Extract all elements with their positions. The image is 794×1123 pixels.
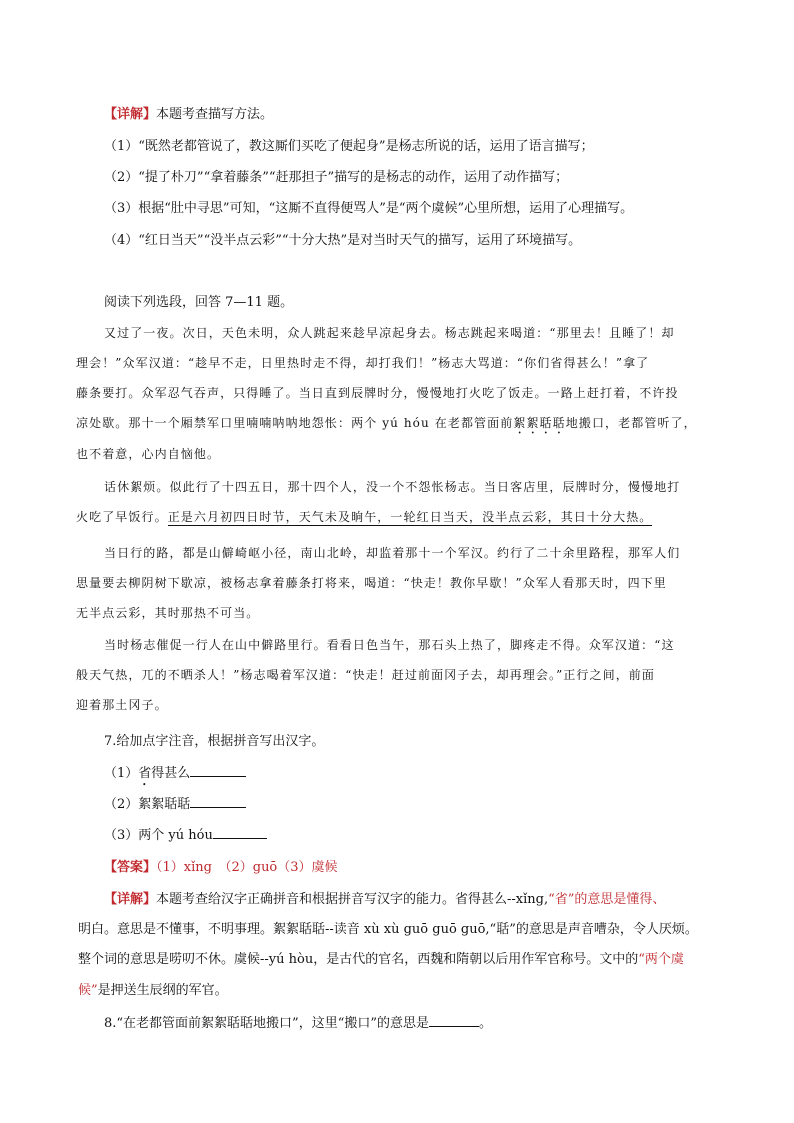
underlined-sentence: 正是六月初四日时节，天气未及晌午，一轮红日当天，没半点云彩，其日十分大热。 [167, 510, 653, 524]
answer-blank[interactable] [190, 764, 246, 777]
passage-p2-line1: 话休絮烦。似此行了十四五日，那十四个人，没一个不怨怅杨志。当日客店里，辰牌时分，慢慢地打 [104, 480, 681, 494]
question-7-sub1 [104, 762, 246, 789]
pinyin-yuhou: yú hóu [382, 416, 430, 430]
sub-text: 得甚么 [151, 766, 191, 781]
passage-p1-line4 [76, 414, 697, 437]
detail-line [104, 103, 273, 122]
passage-text: 凉处歇。那十一个厢禁军口里喃喃呐呐地怨怅：两个 [76, 416, 383, 430]
passage-text: 地搬口，老都管听了， [565, 416, 697, 430]
detail-highlight: “省”的意思是懂得、 [548, 892, 666, 907]
detail-text: 整个词的意思是唠叨不休。虞候--yú hòu，是古代的官名，西魏和隋朝以后用作军官称号。文中的 [78, 952, 639, 967]
passage-text: 火吃了早饭行。 [76, 510, 168, 524]
answer-blank[interactable] [429, 1014, 479, 1027]
answer-blank[interactable] [213, 826, 267, 839]
sub-prefix: （1） [104, 766, 139, 781]
q7-detail-line2: 明白。意思是不懂事，不明事理。絮絮聒聒--读音 xù xù guō guō guō,“聒”的意思是声音嘈杂，令人厌烦。 [78, 922, 698, 937]
answer-blank[interactable] [190, 795, 246, 808]
sub-text: （2）絮絮聒聒 [104, 797, 191, 812]
detail-item-4: （4）“红日当天”“没半点云彩”“十分大热”是对当时天气的描写，运用了环境描写。 [104, 233, 582, 248]
q7-detail-line1 [104, 888, 665, 907]
detail-tag: 【详解】 [104, 107, 157, 122]
answer-line [104, 856, 338, 875]
passage-p1-line1: 又过了一夜。次日，天色未明，众人跳起来趁早凉起身去。杨志跳起来喝道：“那里去！且睡了！却 [104, 326, 675, 340]
reading-header: 阅读下列选段，回答 7—11 题。 [104, 295, 294, 310]
question-8-title: 8.“在老都管面前絮絮聒聒地搬口”，这里“搬口”的意思是 [104, 1016, 429, 1031]
answer-body: （1）xǐng （2）guō（3）虞候 [156, 860, 338, 875]
question-7-sub3 [104, 824, 267, 843]
passage-p3-line2: 思量要去柳阴树下歇凉，被杨志拿着藤条打将来，喝道：“快走！教你早歇！”众军人看那天时，四下里 [76, 576, 667, 590]
dotted-word: 絮絮聒聒 [513, 416, 566, 430]
detail-intro: 本题考查描写方法。 [156, 107, 274, 122]
detail-tag: 【详解】 [104, 892, 157, 907]
dotted-char: 省 [138, 766, 152, 781]
question-8-end: 。 [479, 1016, 493, 1031]
question-7-title: 7.给加点字注音，根据拼音写出汉字。 [104, 734, 325, 749]
detail-highlight: “两个虞 [638, 952, 684, 967]
passage-text: 在老都管面前 [429, 416, 514, 430]
passage-p4-line3: 迎着那土冈子。 [76, 698, 168, 712]
passage-p4-line2: 般天气热，兀的不晒杀人！”杨志喝着军汉道：“快走！赶过前面冈子去，却再理会。”正行之间，前面 [76, 668, 656, 682]
detail-item-1: （1）“既然老都管说了，教这厮们买吃了便起身”是杨志所说的话，运用了语言描写； [104, 139, 594, 154]
detail-highlight: 候” [78, 983, 98, 998]
detail-item-3: （3）根据“肚中寻思”可知，“这厮不直得便骂人”是“两个虞候”心里所想，运用了心理描写。 [104, 201, 634, 216]
q7-detail-line4 [78, 979, 228, 998]
answer-tag: 【答案】 [104, 860, 157, 875]
passage-p1-line5: 也不着意，心内自恼他。 [76, 447, 221, 461]
passage-p1-line3: 藤条要打。众军忍气吞声，只得睡了。当日直到辰牌时分，慢慢地打火吃了饭走。一路上赶打着，不许投 [76, 386, 679, 400]
detail-item-2: （2）“提了朴刀”“拿着藤条”“赶那担子”描写的是杨志的动作，运用了动作描写； [104, 170, 569, 185]
passage-p1-line2: 理会！”众军汉道：“趁早不走，日里热时走不得，却打我们！”杨志大骂道：“你们省得甚么！”拿了 [76, 356, 650, 370]
detail-text: 是押送生辰纲的军官。 [97, 983, 228, 998]
passage-p3-line3: 无半点云彩，其时那热不可当。 [76, 606, 260, 620]
q7-detail-line3 [78, 948, 684, 967]
passage-p2-line2 [76, 508, 652, 525]
passage-p3-line1: 当日行的路，都是山僻崎岖小径，南山北岭，却监着那十一个军汉。约行了二十余里路程，那军人们 [104, 546, 681, 560]
sub-text: （3）两个 yú hóu [104, 828, 213, 843]
passage-p4-line1: 当时杨志催促一行人在山中僻路里行。看看日色当午，那石头上热了，脚疼走不得。众军汉道：“这 [104, 638, 675, 652]
detail-text: 本题考查给汉字正确拼音和根据拼音写汉字的能力。省得甚么--xǐng, [156, 892, 549, 907]
question-7-sub2 [104, 793, 246, 812]
question-8 [104, 1012, 492, 1031]
